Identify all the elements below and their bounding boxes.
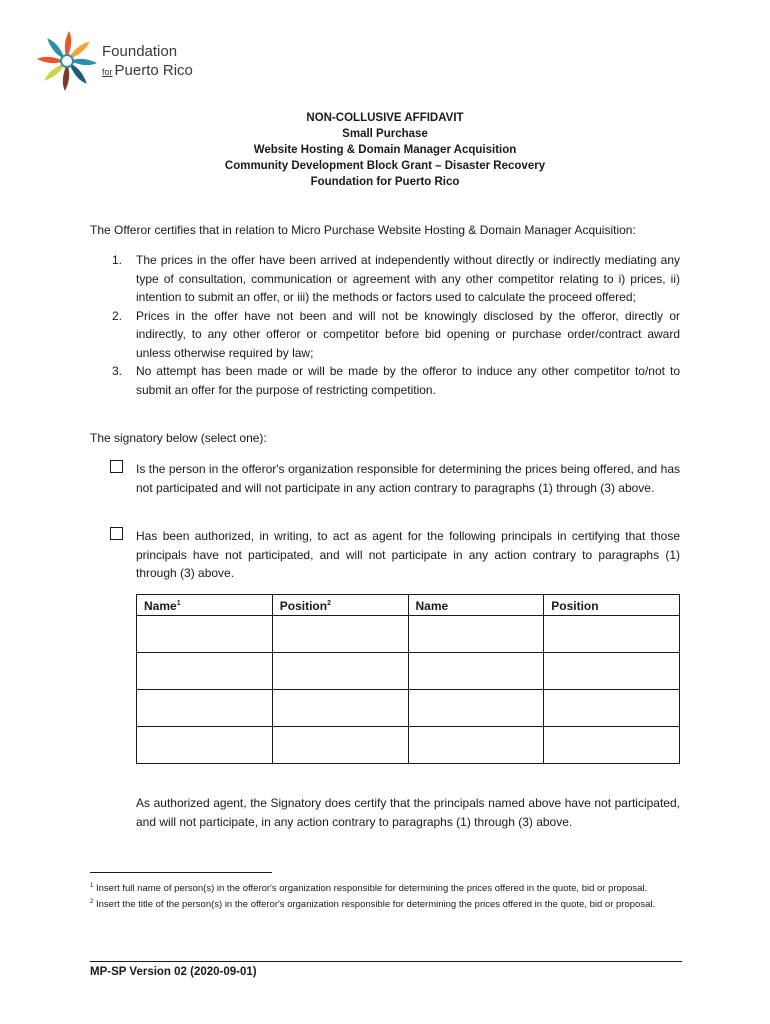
heading-project: Website Hosting & Domain Manager Acquisition	[253, 144, 517, 156]
option-person-checkbox[interactable]	[110, 460, 123, 473]
signatory-option-person	[108, 460, 680, 497]
principals-table	[136, 594, 680, 764]
table-cell-input[interactable]	[272, 616, 408, 653]
table-row	[137, 616, 680, 653]
table-cell-input[interactable]	[408, 727, 544, 764]
footnote-ref: 2	[327, 600, 331, 607]
closing-statement: As authorized agent, the Signatory does certify that the principals named above have not participated, and will not participate, in any action contrary to paragraphs (1) through (3) above.	[136, 796, 680, 829]
table-row	[137, 653, 680, 690]
logo-name: Foundation	[102, 43, 178, 60]
table-cell-input[interactable]	[408, 690, 544, 727]
table-cell-input[interactable]	[408, 616, 544, 653]
table-header-row	[137, 595, 680, 616]
signatory-intro: The signatory below (select one):	[90, 431, 267, 445]
footnote-mark: 1	[90, 883, 94, 889]
item-number: 3.	[112, 364, 123, 378]
version-label: MP-SP Version 02 (2020-09-01)	[90, 966, 257, 978]
certification-list	[108, 251, 680, 399]
footnote-mark: 2	[90, 898, 94, 905]
signatory-option-agent	[108, 527, 680, 583]
footnote-text: Insert the title of the person(s) in the offeror's organization responsible for determining the prices offered in the quote, bid or proposal.	[93, 898, 656, 910]
column-header: Position	[544, 595, 680, 616]
column-header: Position$^2$	[272, 595, 408, 616]
heading-title: NON-COLLUSIVE AFFIDAVIT	[306, 112, 464, 124]
certification-item	[108, 362, 680, 399]
table-cell-input[interactable]	[544, 616, 680, 653]
footnote	[90, 880, 685, 896]
table-cell-input[interactable]	[408, 653, 544, 690]
item-text: The prices in the offer have been arrived at independently without directly or indirectly mediating any type of consultation, communication or agreement with any other competitor relating to i) prices, ii) intention to submit an offer, or iii) the methods or factors used to calculate the proceed offered;	[136, 253, 680, 304]
table-cell-input[interactable]	[272, 653, 408, 690]
logo-wordmark	[102, 42, 193, 82]
footnote-text: Insert full name of person(s) in the offeror's organization responsible for determining the prices offered in the quote, bid or proposal.	[93, 883, 648, 895]
table-cell-input[interactable]	[544, 727, 680, 764]
column-header: Name	[408, 595, 544, 616]
heading-organization: Foundation for Puerto Rico	[310, 176, 460, 188]
footer-divider	[90, 961, 682, 962]
table-cell-input[interactable]	[137, 727, 273, 764]
item-text: Prices in the offer have not been and will not be knowingly disclosed by the offeror, directly or indirectly, to any other offeror or competitor before bid opening or purchase order/contract award unless otherwise required by law;	[136, 308, 680, 360]
item-number: 2.	[112, 308, 123, 323]
table-cell-input[interactable]	[272, 727, 408, 764]
table-cell-input[interactable]	[272, 690, 408, 727]
option-agent-checkbox[interactable]	[110, 527, 123, 540]
foundation-logo	[34, 28, 204, 94]
table-cell-input[interactable]	[544, 653, 680, 690]
footnote-ref: 1	[176, 600, 181, 607]
table-cell-input[interactable]	[544, 690, 680, 727]
footnote-divider	[90, 872, 272, 873]
logo-place: Puerto Rico	[114, 62, 193, 79]
certification-item	[108, 307, 680, 363]
intro-paragraph: The Offeror certifies that in relation to Micro Purchase Website Hosting & Domain Manager Acquisition:	[90, 223, 636, 237]
table-cell-input[interactable]	[137, 690, 273, 727]
table-row	[137, 727, 680, 764]
table-cell-input[interactable]	[137, 616, 273, 653]
footnotes	[90, 880, 685, 911]
heading-subtitle: Small Purchase	[342, 128, 428, 140]
option-agent-text: Has been authorized, in writing, to act as agent for the following principals in certifying that those principals have not participated, and will not participate in any action contrary to paragraphs (1) through (3) above.	[136, 529, 680, 580]
table-cell-input[interactable]	[137, 653, 273, 690]
option-person-text: Is the person in the offeror's organization responsible for determining the prices being offered, and has not participated and will not participate in any action contrary to paragraphs (1) through (3) above.	[136, 462, 680, 495]
certification-item	[108, 251, 680, 307]
logo-for: for	[102, 67, 113, 77]
column-header: Name$^1$	[137, 595, 273, 616]
item-text: No attempt has been made or will be made by the offeror to induce any other competitor to/not to submit an offer for the purpose of restricting competition.	[136, 364, 680, 397]
star-burst-logo-icon	[34, 28, 100, 94]
item-number: 1.	[112, 253, 123, 267]
table-row	[137, 690, 680, 727]
logo-subline	[102, 61, 193, 82]
footnote	[90, 896, 685, 912]
heading-program: Community Development Block Grant – Disaster Recovery	[224, 160, 546, 172]
document-heading	[90, 110, 680, 190]
